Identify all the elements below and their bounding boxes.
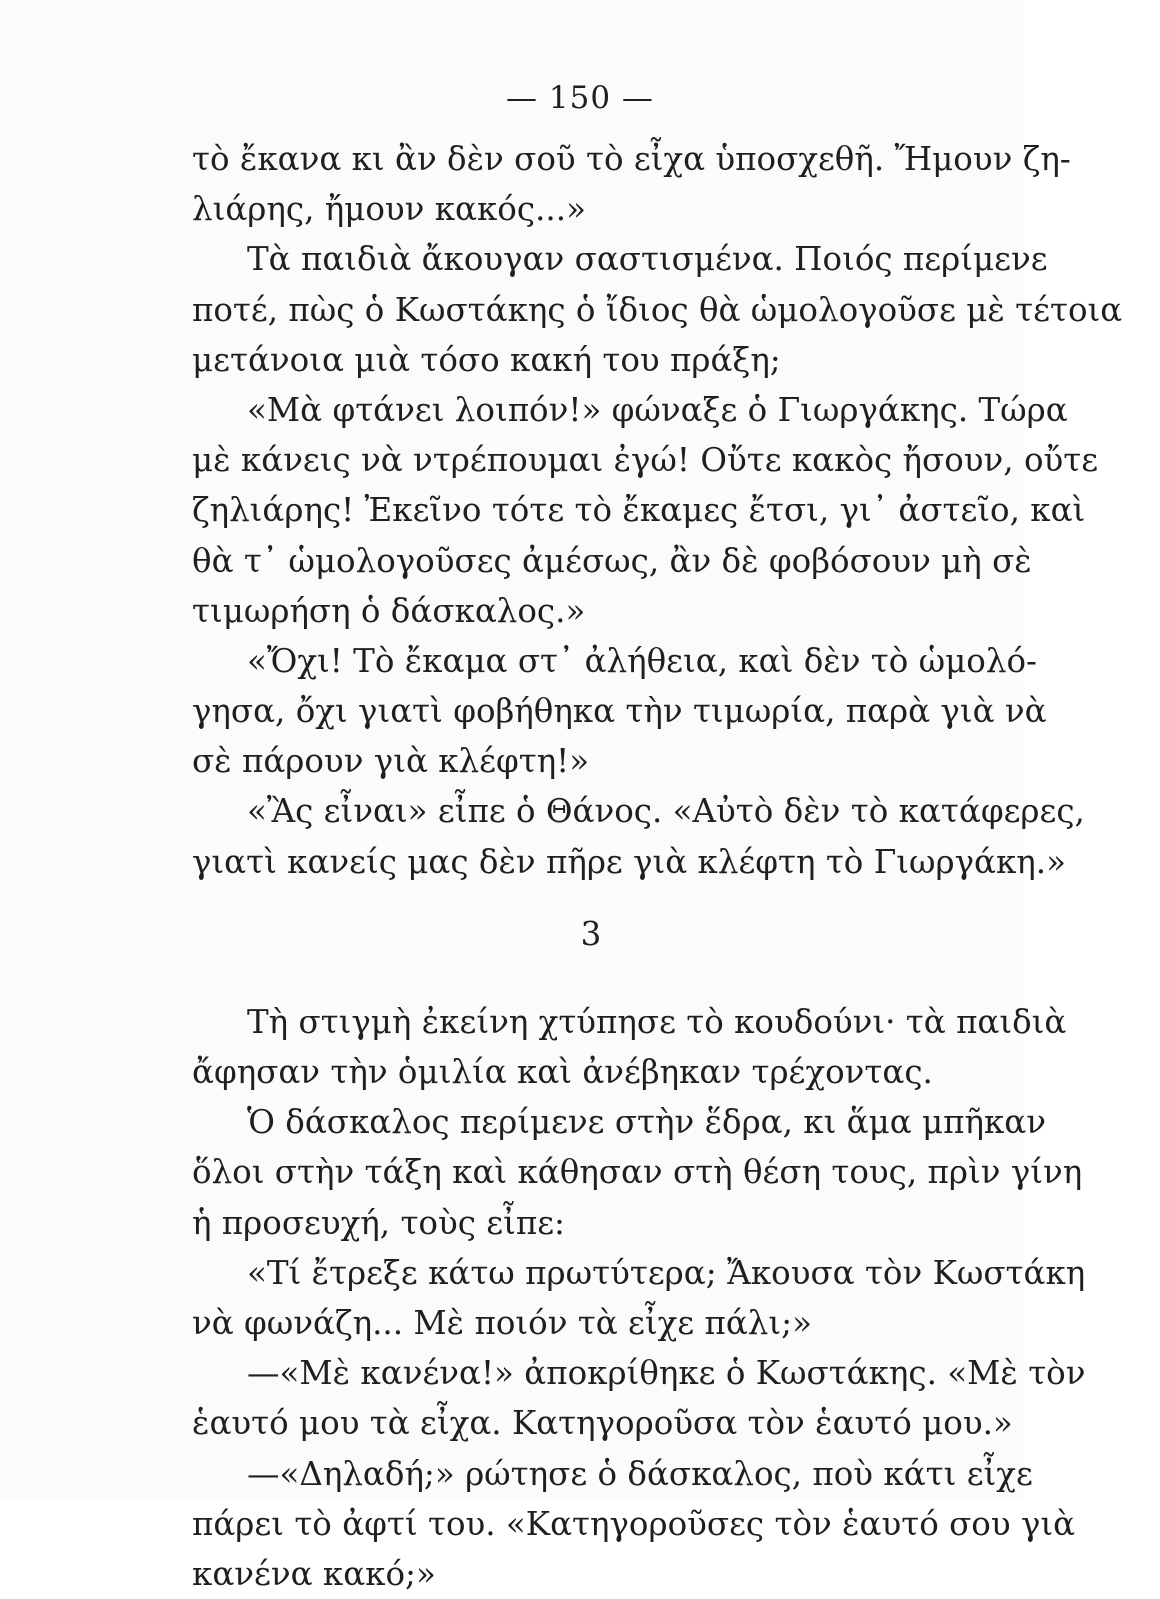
text-line: —«Μὲ κανένα!» ἀποκρίθηκε ὁ Κωστάκης. «Μὲ τὸν	[247, 1354, 1086, 1393]
text-line: «Μὰ φτάνει λοιπόν!» φώναξε ὁ Γιωργάκης. Τώρα	[247, 390, 1068, 429]
page-number: — 150 —	[506, 80, 654, 116]
text-line: ἄφησαν τὴν ὁμιλία καὶ ἀνέβηκαν τρέχοντας.	[192, 1053, 933, 1091]
text-line: ζηλιάρης! Ἐκεῖνο τότε τὸ ἔκαμες ἔτσι, γι᾽ ἀστεῖο, καὶ	[192, 491, 1086, 530]
text-line: μετάνοια μιὰ τόσο κακή του πράξη;	[192, 340, 781, 379]
text-line: ἡ προσευχή, τοὺς εἶπε:	[192, 1203, 566, 1242]
text-line: «Ἂς εἶναι» εἶπε ὁ Θάνος. «Αὐτὸ δὲν τὸ κατάφερες,	[247, 792, 1085, 831]
text-line: θὰ τ᾽ ὡμολογοῦσες ἀμέσως, ἂν δὲ φοβόσουν μὴ σὲ	[192, 541, 1032, 580]
text-line: μὲ κάνεις νὰ ντρέπουμαι ἐγώ! Οὔτε κακὸς ἤσουν, οὔτε	[192, 441, 1099, 480]
text-line: Τὴ στιγμὴ ἐκείνη χτύπησε τὸ κουδούνι· τὰ παιδιὰ	[247, 1002, 1067, 1041]
page-text	[192, 134, 1123, 1599]
text-line: τὸ ἔκανα κι ἂν δὲν σοῦ τὸ εἶχα ὑποσχεθῆ. Ἤμουν ζη-	[192, 140, 1071, 178]
text-line: τιμωρήση ὁ δάσκαλος.»	[192, 591, 586, 630]
text-line: κανένα κακό;»	[192, 1554, 436, 1593]
text-line: «Τί ἔτρεξε κάτω πρωτύτερα; Ἄκουσα τὸν Κωστάκη	[247, 1253, 1086, 1292]
text-line: ἑαυτό μου τὰ εἶχα. Κατηγοροῦσα τὸν ἑαυτό μου.»	[192, 1404, 1013, 1443]
text-line: «Ὄχι! Τὸ ἔκαμα στ᾽ ἀλήθεια, καὶ δὲν τὸ ὡμολό-	[247, 641, 1037, 680]
text-line: νὰ φωνάζη... Μὲ ποιόν τὰ εἶχε πάλι;»	[192, 1303, 812, 1342]
text-line: πάρει τὸ ἀφτί του. «Κατηγοροῦσες τὸν ἑαυτό σου γιὰ	[192, 1504, 1076, 1543]
section-number: 3	[580, 914, 602, 953]
text-line: —«Δηλαδή;» ρώτησε ὁ δάσκαλος, ποὺ κάτι εἶχε	[247, 1454, 1033, 1493]
text-line: Τὰ παιδιὰ ἄκουγαν σαστισμένα. Ποιός περίμενε	[247, 240, 1048, 279]
text-line: ποτέ, πὼς ὁ Κωστάκης ὁ ἴδιος θὰ ὡμολογοῦσε μὲ τέτοια	[192, 290, 1123, 329]
text-line: γιατὶ κανείς μας δὲν πῆρε γιὰ κλέφτη τὸ Γιωργάκη.»	[192, 842, 1066, 881]
text-line: σὲ πάρουν γιὰ κλέφτη!»	[192, 742, 590, 781]
text-line: Ὁ δάσκαλος περίμενε στὴν ἕδρα, κι ἅμα μπῆκαν	[247, 1103, 1046, 1142]
text-line: ὅλοι στὴν τάξη καὶ κάθησαν στὴ θέση τους, πρὶν γίνη	[192, 1153, 1083, 1192]
text-line: λιάρης, ἤμουν κακός...»	[192, 190, 586, 229]
text-line: γησα, ὄχι γιατὶ φοβήθηκα τὴν τιμωρία, παρὰ γιὰ νὰ	[192, 692, 1047, 731]
